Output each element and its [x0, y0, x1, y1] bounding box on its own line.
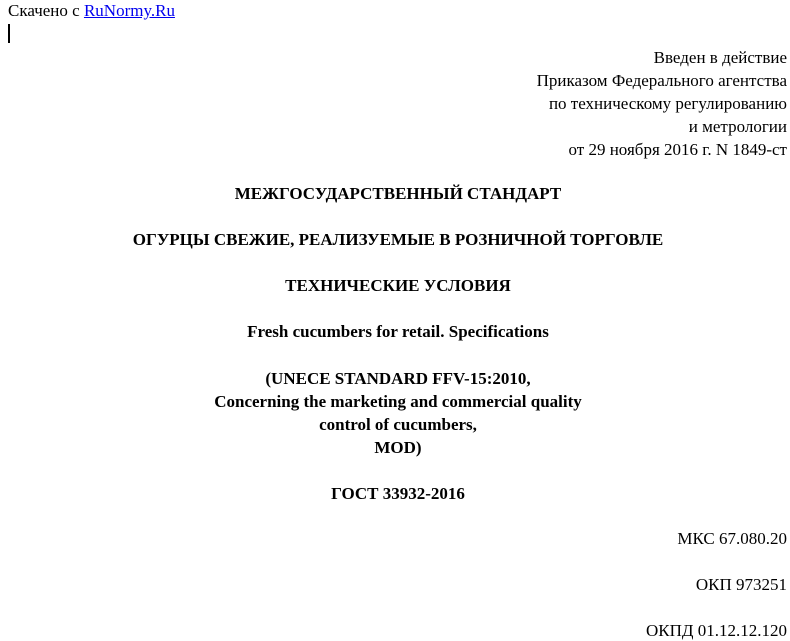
okpd-code: ОКПД 01.12.12.120: [646, 621, 787, 640]
gost-number: [0, 482, 790, 505]
standard-name-heading: [0, 228, 790, 251]
gost-number-text: ГОСТ 33932-2016: [331, 484, 465, 503]
english-title-text: Fresh cucumbers for retail. Specifications: [247, 322, 549, 341]
enactment-line: по техническому регулированию: [548, 94, 787, 113]
unece-line: MOD): [374, 438, 422, 457]
unece-line: control of cucumbers,: [319, 415, 477, 434]
standard-type-heading: [0, 182, 790, 205]
mks-code: МКС 67.080.20: [677, 529, 787, 548]
specifications-text: ТЕХНИЧЕСКИЕ УСЛОВИЯ: [285, 276, 511, 295]
unece-line: Concerning the marketing and commercial quality: [214, 392, 582, 411]
runormy-link[interactable]: RuNormy.Ru: [83, 1, 175, 20]
okp-code: ОКП 973251: [695, 575, 787, 594]
text-cursor: [8, 24, 10, 43]
enactment-line: и метрологии: [688, 117, 787, 136]
enactment-line: Введен в действие: [653, 48, 787, 67]
standard-name-text: ОГУРЦЫ СВЕЖИЕ, РЕАЛИЗУЕМЫЕ В РОЗНИЧНОЙ ТОРГОВЛЕ: [132, 230, 664, 249]
download-prefix: Скачено с: [8, 1, 80, 20]
specifications-heading: [0, 274, 790, 297]
enactment-line: Приказом Федерального агентства: [536, 71, 787, 90]
english-title: [0, 320, 790, 343]
download-source-line: [8, 1, 175, 21]
standard-type-text: МЕЖГОСУДАРСТВЕННЫЙ СТАНДАРТ: [234, 184, 562, 203]
unece-line: (UNECE STANDARD FFV-15:2010,: [265, 369, 531, 388]
enactment-note: [537, 46, 787, 161]
enactment-line: от 29 ноября 2016 г. N 1849-ст: [568, 140, 787, 159]
unece-reference: [0, 367, 790, 459]
